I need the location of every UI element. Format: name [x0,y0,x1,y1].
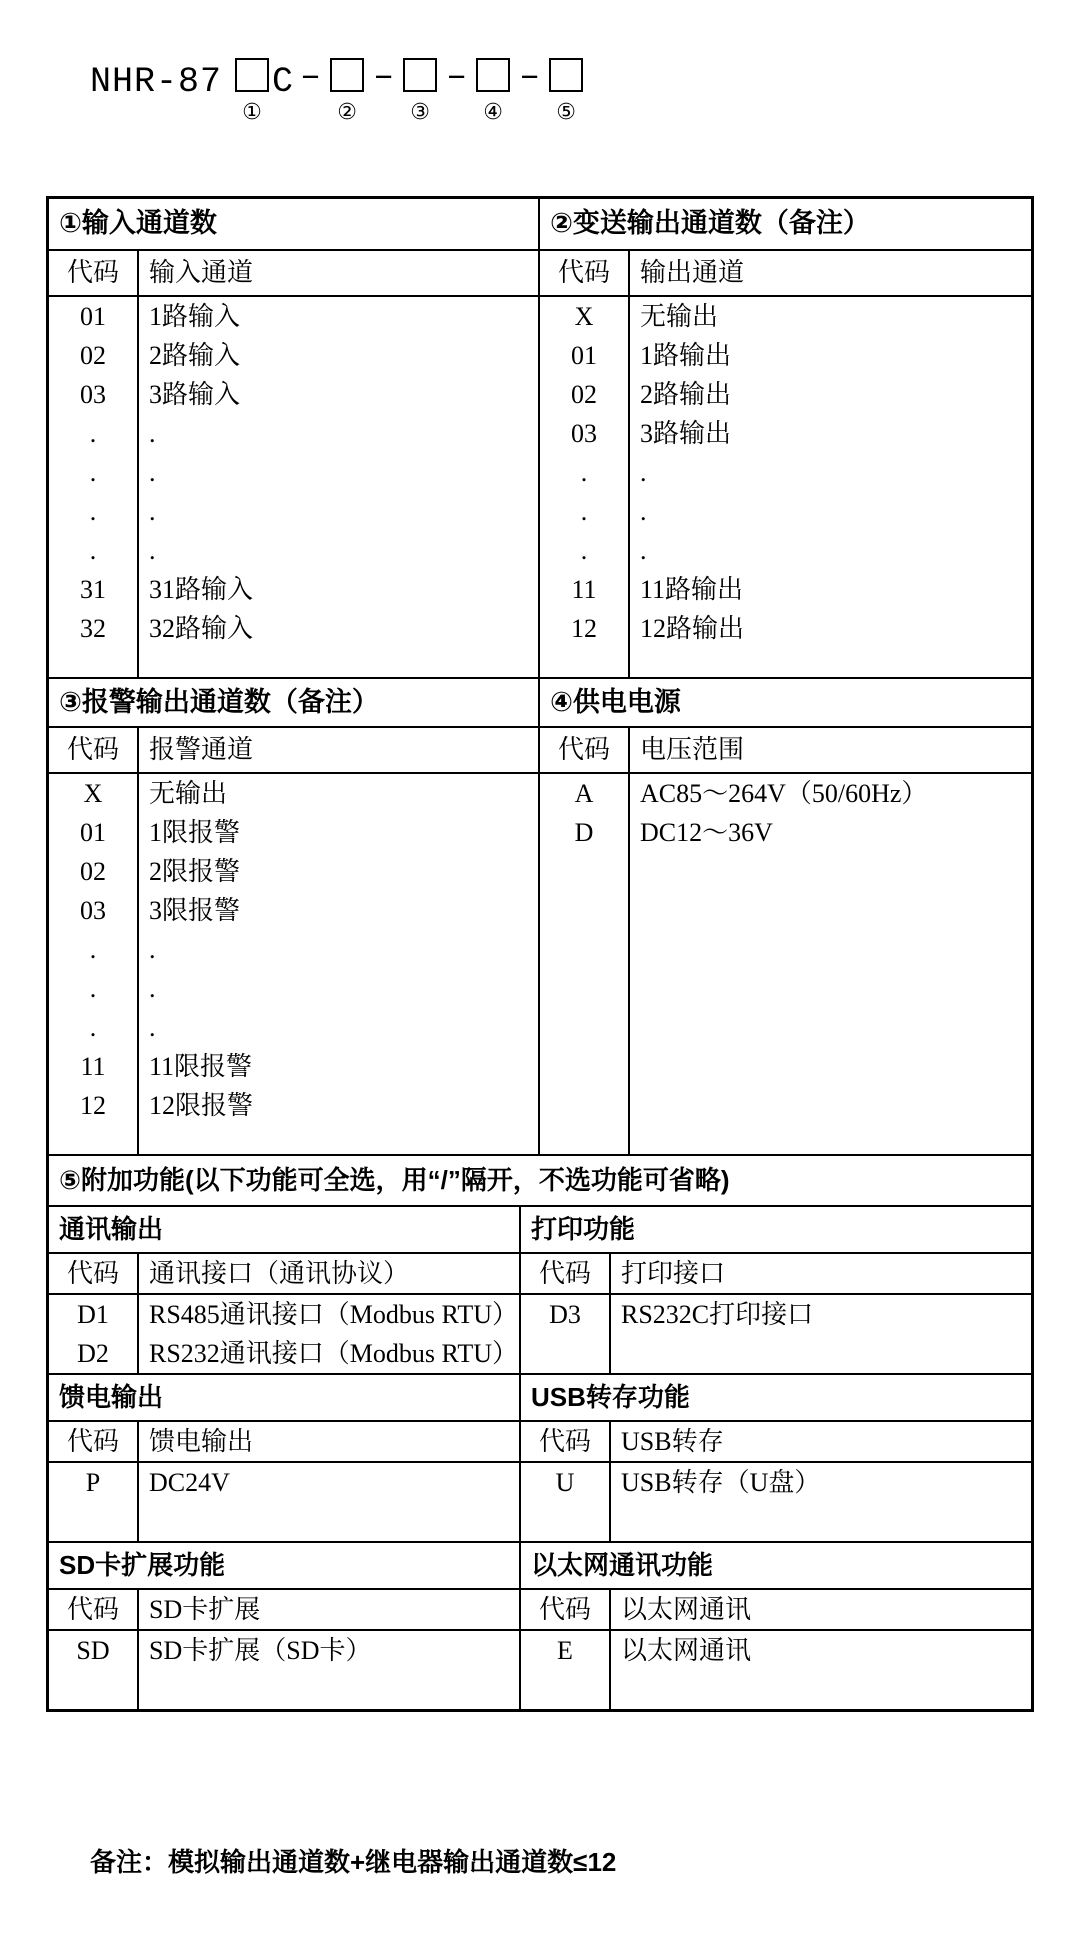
table-cell: 31路输入 [149,575,254,604]
section3-code-column [49,774,139,1154]
table-cell-empty [521,1334,611,1373]
table-cell: 12路输出 [640,614,745,643]
table-cell-empty [611,1502,1031,1541]
table-cell: . [640,458,647,487]
table-cell: 02 [571,380,597,409]
block-col-code: 代码 [49,1254,139,1293]
table-cell: 2限报警 [149,857,241,886]
section3-desc-column [139,774,538,1154]
table-cell: . [89,935,97,964]
table-cell-empty [611,1334,1031,1373]
block-feed-columns [49,1422,521,1461]
section4-title: ④供电电源 [550,687,681,717]
table-cell: D2 [49,1334,139,1373]
table-cell: 3限报警 [149,896,241,925]
block-title: USB转存功能 [531,1382,690,1412]
table-cell: E [521,1631,611,1670]
table-cell: SD卡扩展（SD卡） [149,1636,372,1665]
block-title: 通讯输出 [59,1214,164,1244]
table-cell: 01 [571,341,597,370]
block-col-desc: USB转存 [621,1427,724,1456]
section3-col-desc: 报警通道 [149,735,254,764]
block-col-code: 代码 [521,1590,611,1629]
section1-title: ①输入通道数 [49,199,540,249]
table-cell: USB转存（U盘） [621,1468,821,1497]
table-cell: RS232C打印接口 [621,1300,814,1329]
column-header-row-2 [49,728,1031,774]
table-cell: X [574,302,594,331]
table-cell: 01 [80,302,106,331]
model-slot-3 [403,58,437,124]
table-cell: D [574,818,594,847]
table-cell: . [89,536,97,565]
table-cell: . [640,497,647,526]
table-cell: . [89,419,97,448]
table-cell: . [89,458,97,487]
slot-number-2: ② [337,99,357,124]
table-cell: 3路输入 [149,380,241,409]
table-cell: 11 [80,1052,106,1081]
table-cell: 1限报警 [149,818,241,847]
table-cell: . [580,536,588,565]
section2-title: ②变送输出通道数（备注） [550,208,870,238]
slot-number-3: ③ [410,99,430,124]
table-cell: . [89,974,97,1003]
block-print-columns [521,1254,1031,1293]
block-print-function [521,1207,1031,1252]
table-cell: 11 [571,575,597,604]
section2-desc-column [630,297,1031,677]
block-col-code: 代码 [49,1590,139,1629]
model-dash-1: – [300,57,322,97]
block-usb-function [521,1375,1031,1420]
table-cell-empty [139,1502,519,1541]
section-body-row-1 [49,297,1031,679]
table-cell: 无输出 [149,779,228,808]
table-cell: X [83,779,103,808]
model-prefix: NHR-87 [90,62,223,102]
table-cell: 12限报警 [149,1091,254,1120]
table-cell: . [149,974,156,1003]
section3-col-code: 代码 [49,728,139,772]
block-col-desc: 以太网通讯 [621,1595,752,1624]
table-cell: 12 [571,614,597,643]
section4-col-code: 代码 [540,728,630,772]
section3-body [49,774,540,1154]
block-title: 馈电输出 [59,1382,164,1412]
section2-col-desc: 输出通道 [640,258,745,287]
table-cell: 01 [80,818,106,847]
table-cell: 03 [80,896,106,925]
model-slot-1 [235,58,269,124]
block-feed-body [49,1463,521,1541]
section5-row-3-columns [49,1590,1031,1631]
table-cell: P [49,1463,139,1502]
section5-row-1-titles [49,1207,1031,1254]
column-header-row-1 [49,251,1031,297]
model-dash-3: – [446,57,468,97]
block-print-body [521,1295,1031,1373]
section5-row-2-columns [49,1422,1031,1463]
table-cell: U [521,1463,611,1502]
section2-body [540,297,1031,677]
block-comm-columns [49,1254,521,1293]
section1-desc-column [139,297,538,677]
block-feed-output [49,1375,521,1420]
section-header-row-1 [49,199,1031,251]
table-cell: 1路输入 [149,302,241,331]
table-cell: RS232通讯接口（Modbus RTU） [149,1339,518,1368]
table-cell-empty [139,1670,519,1709]
model-slot-4 [476,58,510,124]
block-sd-columns [49,1590,521,1629]
table-cell: AC85～264V（50/60Hz） [640,779,928,808]
model-slot-2 [330,58,364,124]
section2-col-code: 代码 [540,251,630,295]
slot-box-icon [330,58,364,92]
block-comm-body [49,1295,521,1373]
block-sd-body [49,1631,521,1709]
block-ethernet-body [521,1631,1031,1709]
block-ethernet-columns [521,1590,1031,1629]
model-mid-letter: C [272,62,295,102]
block-sd-function [49,1543,521,1588]
section1-col-desc: 输入通道 [149,258,254,287]
table-cell: 2路输入 [149,341,241,370]
table-cell: . [149,536,156,565]
model-code-line [90,58,586,124]
table-cell: 3路输出 [640,419,732,448]
table-cell: 11限报警 [149,1052,253,1081]
block-col-code: 代码 [521,1254,611,1293]
slot-box-icon [476,58,510,92]
section3-columns [49,728,540,772]
table-cell: 11路输出 [640,575,744,604]
table-cell: 03 [571,419,597,448]
table-cell: SD [49,1631,139,1670]
table-cell: . [580,497,588,526]
section1-body [49,297,540,677]
block-col-desc: 打印接口 [621,1259,726,1288]
slot-number-5: ⑤ [556,99,576,124]
table-cell-empty [521,1670,611,1709]
section1-columns [49,251,540,295]
slot-box-icon [549,58,583,92]
section-header-row-2 [49,679,1031,728]
table-cell: DC24V [149,1468,230,1497]
table-cell-empty [49,1670,139,1709]
table-cell: 03 [80,380,106,409]
block-col-desc: 馈电输出 [149,1427,254,1456]
slot-number-4: ④ [483,99,503,124]
block-title: SD卡扩展功能 [59,1550,226,1580]
table-cell: 32 [80,614,106,643]
table-cell: 02 [80,341,106,370]
model-dash-2: – [373,57,395,97]
footnote: 备注：模拟输出通道数+继电器输出通道数≤12 [90,1847,617,1877]
table-cell: 12 [80,1091,106,1120]
table-cell: 1路输出 [640,341,732,370]
table-cell: A [574,779,594,808]
block-usb-columns [521,1422,1031,1461]
table-cell: 以太网通讯 [621,1636,752,1665]
slot-box-icon [403,58,437,92]
block-comm-output [49,1207,521,1252]
section4-desc-column [630,774,1031,1154]
table-cell-empty [611,1670,1031,1709]
table-cell: . [89,497,97,526]
section5-row-1-columns [49,1254,1031,1295]
section4-code-column [540,774,630,1154]
table-cell: 2路输出 [640,380,732,409]
section5-row-3-body [49,1631,1031,1709]
table-cell: DC12～36V [640,818,773,847]
slot-box-icon [235,58,269,92]
block-usb-body [521,1463,1031,1541]
section4-body [540,774,1031,1154]
section2-code-column [540,297,630,677]
table-cell: . [149,1013,156,1042]
block-title: 打印功能 [531,1214,636,1244]
block-col-desc: SD卡扩展 [149,1595,261,1624]
section4-columns [540,728,1031,772]
section1-code-column [49,297,139,677]
section5-row-2-titles [49,1375,1031,1422]
block-title: 以太网通讯功能 [531,1550,714,1580]
table-cell: RS485通讯接口（Modbus RTU） [149,1300,518,1329]
table-cell: 31 [80,575,106,604]
section2-columns [540,251,1031,295]
table-cell-empty [49,1502,139,1541]
table-cell: D1 [49,1295,139,1334]
table-cell: . [580,458,588,487]
table-cell: . [149,497,156,526]
section5-row-2-body [49,1463,1031,1543]
model-slot-5 [549,58,583,124]
table-cell: 32路输入 [149,614,254,643]
slot-number-1: ① [242,99,262,124]
block-col-code: 代码 [521,1422,611,1461]
table-cell: 02 [80,857,106,886]
table-cell: 无输出 [640,302,719,331]
table-cell: . [89,1013,97,1042]
section-body-row-2 [49,774,1031,1156]
table-cell: . [149,458,156,487]
model-dash-4: – [519,57,541,97]
block-col-desc: 通讯接口（通讯协议） [149,1259,410,1288]
table-cell: . [149,419,156,448]
section1-col-code: 代码 [49,251,139,295]
table-cell: . [640,536,647,565]
section5-row-1-body [49,1295,1031,1375]
section5-row-3-titles [49,1543,1031,1590]
table-cell-empty [521,1502,611,1541]
table-cell: D3 [521,1295,611,1334]
table-cell: . [149,935,156,964]
block-col-code: 代码 [49,1422,139,1461]
block-ethernet-function [521,1543,1031,1588]
section3-title: ③报警输出通道数（备注） [49,679,540,726]
section5-title: ⑤附加功能(以下功能可全选，用“/”隔开，不选功能可省略) [49,1156,1031,1207]
spec-table [46,196,1034,1712]
section4-col-desc: 电压范围 [640,735,745,764]
